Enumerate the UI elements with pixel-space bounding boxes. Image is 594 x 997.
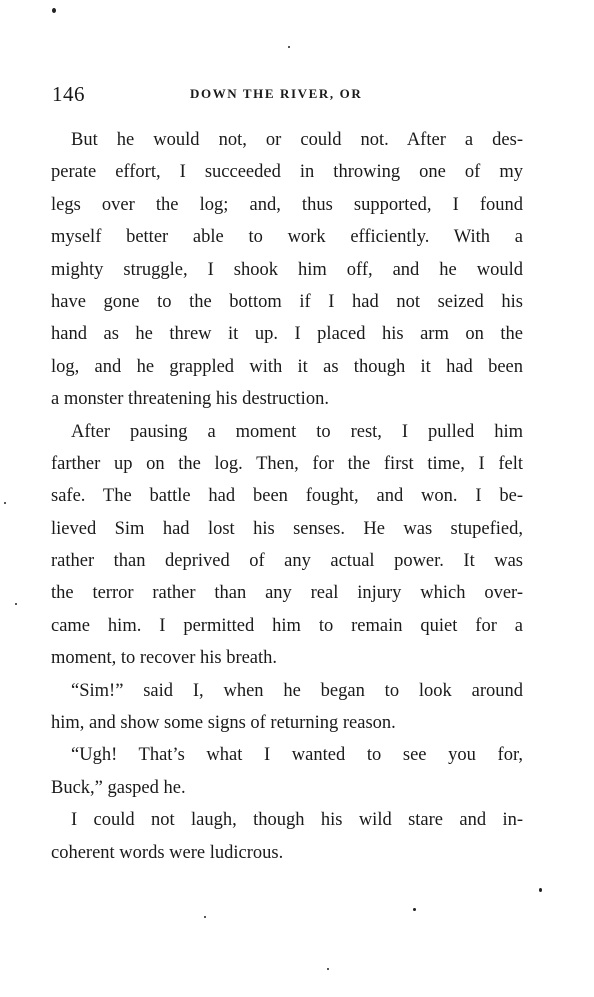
page-header (52, 82, 522, 106)
ink-speck (15, 603, 17, 605)
text-line: the terror rather than any real injury which over- (51, 583, 523, 604)
paragraph (51, 416, 523, 675)
text-line: mighty struggle, I shook him off, and he would (51, 259, 523, 280)
text-line: have gone to the bottom if I had not seized his (51, 291, 523, 312)
ink-speck (539, 888, 542, 892)
text-line: “Ugh! That’s what I wanted to see you for, (71, 745, 523, 766)
text-line: I could not laugh, though his wild stare and in- (71, 810, 523, 831)
text-line: hand as he threw it up. I placed his arm on the (51, 324, 523, 345)
ink-speck (413, 908, 416, 911)
paragraph (51, 675, 523, 740)
text-line: perate effort, I succeeded in throwing one of my (51, 162, 523, 183)
text-line: came him. I permitted him to remain quiet for a (51, 615, 523, 636)
running-head: DOWN THE RIVER, OR (190, 86, 363, 101)
ink-speck (204, 916, 206, 918)
text-line: coherent words were ludicrous. (51, 842, 284, 863)
text-line: farther up on the log. Then, for the first time, I felt (51, 453, 523, 474)
text-line: Buck,” gasped he. (51, 777, 186, 798)
text-line: “Sim!” said I, when he began to look around (71, 680, 523, 701)
text-line: lieved Sim had lost his senses. He was stupefied, (51, 518, 523, 539)
body-text (51, 124, 523, 869)
ink-speck (52, 8, 56, 13)
paragraph (51, 804, 523, 869)
text-line: rather than deprived of any actual power. It was (51, 551, 523, 572)
ink-speck (288, 46, 290, 48)
paragraph (51, 739, 523, 804)
text-line: safe. The battle had been fought, and won. I be- (51, 486, 523, 507)
text-line: legs over the log; and, thus supported, I found (51, 194, 523, 215)
ink-speck (327, 968, 329, 970)
ink-speck (4, 502, 6, 504)
text-line: a monster threatening his destruction. (51, 389, 329, 410)
text-line: myself better able to work efficiently. With a (51, 227, 523, 248)
page-number: 146 (52, 82, 85, 106)
text-line: After pausing a moment to rest, I pulled him (71, 421, 523, 442)
paragraph (51, 124, 523, 416)
text-line: But he would not, or could not. After a des- (71, 130, 523, 150)
text-line: log, and he grappled with it as though it had been (51, 356, 523, 377)
text-line: him, and show some signs of returning reason. (51, 713, 396, 734)
text-line: moment, to recover his breath. (51, 648, 278, 669)
